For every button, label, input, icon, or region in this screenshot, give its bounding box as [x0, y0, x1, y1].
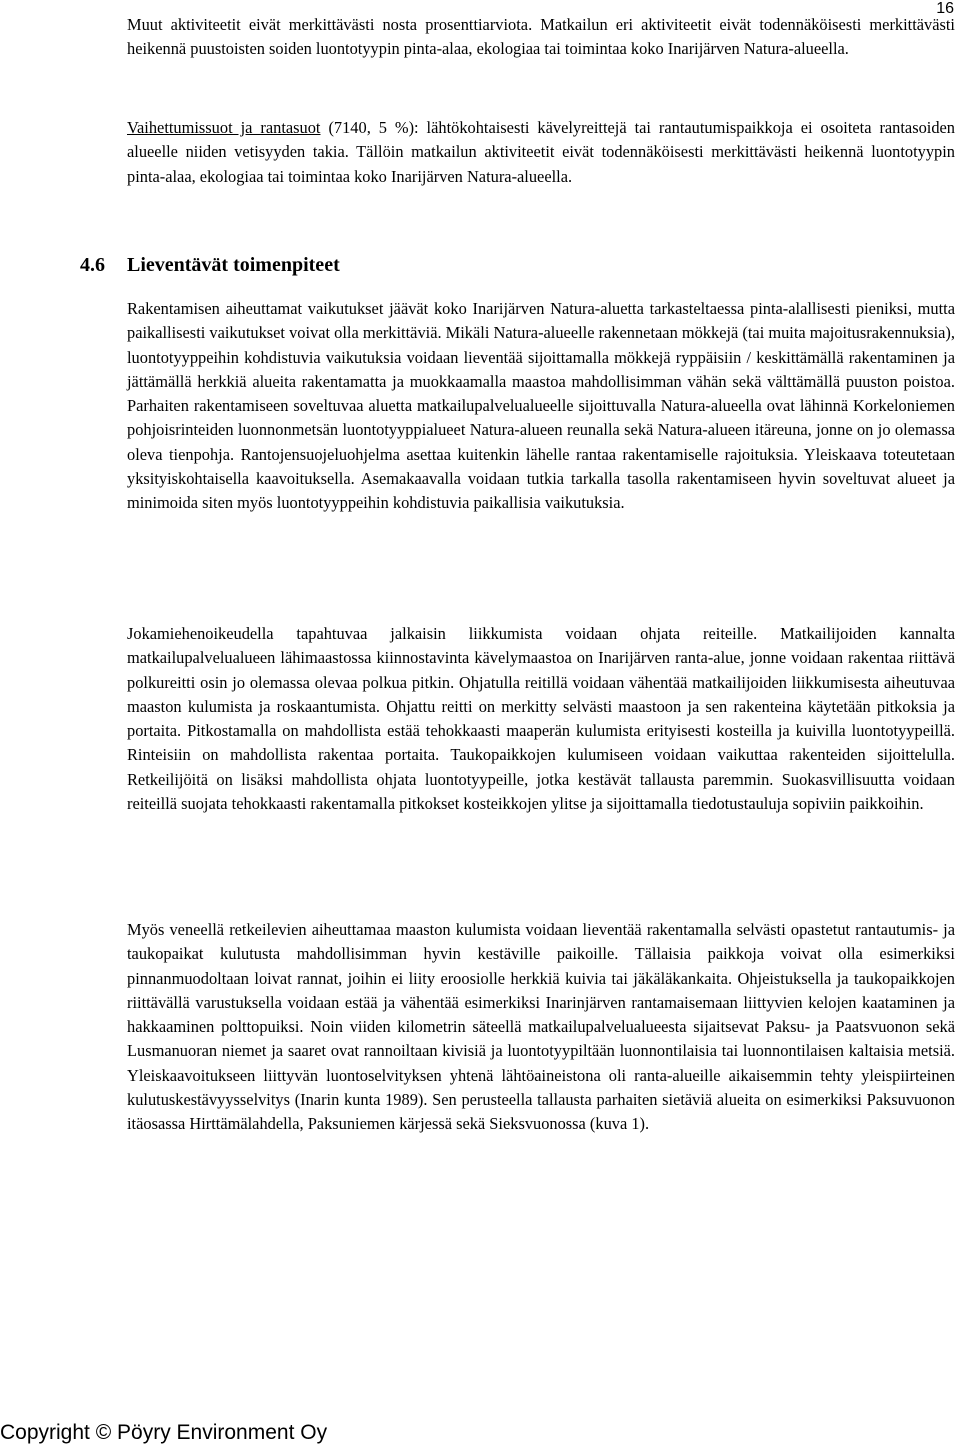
- page-number: 16: [936, 0, 954, 17]
- paragraph-body: (7140, 5 %): lähtökohtaisesti kävelyreittejä tai rantautumispaikkoja ei osoiteta rantasoiden alueelle niiden vetisyyden takia. Tällöin matkailun aktiviteetit eivät todennäköisesti merkittävästi heikennä luontotyypin pinta-alaa, ekologiaa tai toimintaa koko Inarijärven Natura-alueella.: [127, 118, 956, 186]
- section-number: 4.6: [80, 254, 105, 276]
- paragraph-vaihettumissuot: [127, 116, 955, 189]
- paragraph-rakentaminen: Rakentamisen aiheuttamat vaikutukset jäävät koko Inarijärven Natura-aluetta tarkasteltaessa pinta-alallisesti pieniksi, mutta paikallisesti vaikutukset voivat olla merkittäviä. Mikäli Natura-alueelle rakennetaan mökkejä (tai muita majoitusrakennuksia), luontotyyppeihin kohdistuvia vaikutuksia voidaan lieventää sijoittamalla mökkejä ryppäisiin / keskittämällä rakentaminen ja jättämällä herkkiä alueita rakentamatta ja muokkaamalla maastoa mahdollisimman vähän sekä välttämällä puuston poistoa. Parhaiten rakentamiseen soveltuvaa aluetta matkailupalvelualueelle sijoittuvalla Natura-alueella ovat lähinnä Korkeloniemen pohjoisrinteiden luonnonmetsän luontotyyppialueet Natura-alueen reunalla sekä Natura-alueen itäreuna, jonne on jo olemassa oleva tienpohja. Rantojensuojeluohjelma asettaa kuitenkin lähelle rantaa rakentamiselle rajoituksia. Yleiskaava toteutetaan yksityiskohtaisella kaavoituksella. Asemakaavalla voidaan tutkia tarkalla tasolla rakentamiseen hyvin soveltuvat alueet ja minimoida siten myös luontotyyppeihin kohdistuvia paikallisia vaikutuksia.: [127, 299, 955, 513]
- paragraph-lead-underlined: Vaihettumissuot ja rantasuot: [127, 118, 321, 137]
- paragraph-jokamiehenoikeus: Jokamiehenoikeudella tapahtuvaa jalkaisin liikkumista voidaan ohjata reiteille. Matkailijoiden kannalta matkailupalvelualueen lähimaastossa kiinnostavinta kävelymaastoa on Inarijärven ranta-alue, jonne voidaan rakentaa riittävä polkureitti osin jo olemassa olevaa polkua pitkin. Ohjatulla reitillä voidaan vähentää matkailijoiden liikkumisesta aiheutuvaa maaston kulumista ja roskaantumista. Ohjattu reitti on merkitty selvästi maastoon ja sen rakenteina käytetään pitkoksia ja portaita. Pitkostamalla on mahdollista estää tehokkaasti maaperän kulumista erityisesti kosteilla ja kuivilla luontotyypeillä. Rinteisiin on mahdollista rakentaa portaita. Taukopaikkojen kulumiseen voidaan vaikuttaa rakenteiden sijoittelulla. Retkeilijöitä on lisäksi mahdollista ohjata luontotyypeille, jotka kestävät tallausta paremmin. Suokasvillisuutta voidaan reiteillä suojata tehokkaasti rakentamalla pitkokset kosteikkojen ylitse ja sijoittamalla tiedotustauluja sopiviin paikkoihin.: [127, 624, 955, 814]
- paragraph-aktiviteetit: Muut aktiviteetit eivät merkittävästi nosta prosenttiarviota. Matkailun eri aktiviteetit eivät todennäköisesti merkittävästi heikennä puustoisten soiden luontotyypin pinta-alaa, ekologiaa tai toimintaa koko Inarijärven Natura-alueella.: [127, 15, 955, 59]
- section-heading: Lieventävät toimenpiteet: [127, 254, 340, 276]
- paragraph-veneily: Myös veneellä retkeilevien aiheuttamaa maaston kulumista voidaan lieventää rakentamalla selvästi opastetut rantautumis- ja taukopaikat kulutusta mahdollisimman hyvin kestäville paikoille. Tällaisia paikkoja voivat olla esimerkiksi pinnanmuodoltaan loivat rannat, joihin ei liity eroosiolle herkkiä kuivia tai jäkäläkankaita. Ohjeistuksella ja taukopaikkojen riittävällä varustuksella voidaan estää ja vähentää esimerkiksi Inarinjärven rantamaisemaan liittyvien kelojen kaataminen ja hakkaaminen polttopuiksi. Noin viiden kilometrin säteellä matkailupalvelualueesta sijaitsevat Paksu- ja Paatsvuonon sekä Lusmanuoran niemet ja saaret ovat rannoiltaan kivisiä ja luontotyypiltään luonnontilaisia tai luonnontilaisen kaltaisia metsiä. Yleiskaavoitukseen liittyvän luontoselvityksen yhtenä lähtöaineistona oli ranta-alueille aikaisemmin tehty yleispiirteinen kulutuskestävyysselvitys (Inarin kunta 1989). Sen perusteella tallausta parhaiten sietäviä alueita on esimerkiksi Paksuvuonon itäosassa Hirttämälahdella, Paksuniemen kärjessä sekä Sieksvuonossa (kuva 1).: [127, 920, 955, 1134]
- copyright-footer: Copyright © Pöyry Environment Oy: [0, 1421, 328, 1444]
